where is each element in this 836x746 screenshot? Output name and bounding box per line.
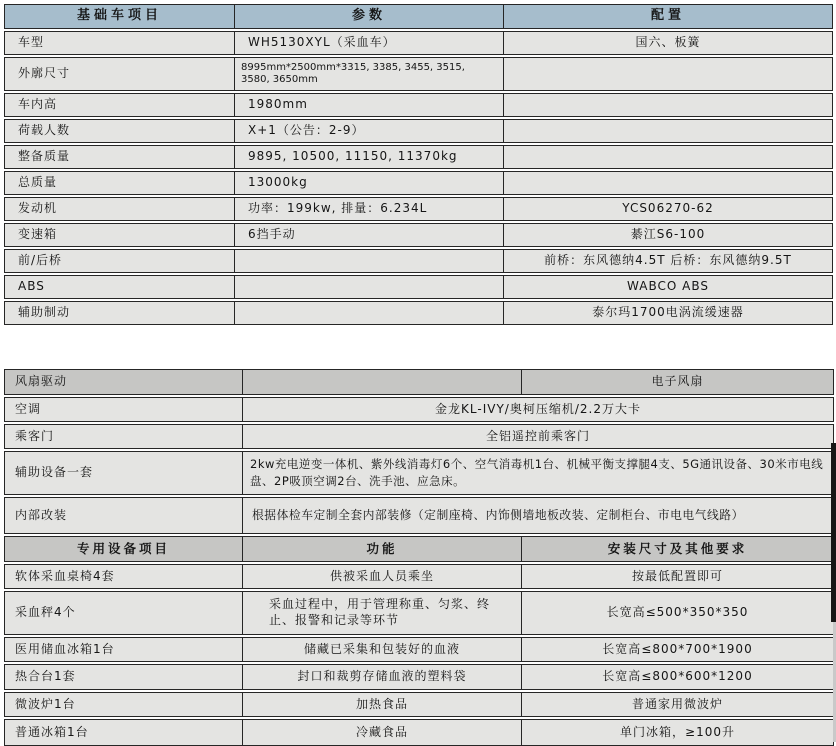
config-cell: 国六、板簧	[503, 31, 833, 55]
config-cell: WABCO ABS	[503, 275, 833, 299]
table-row-interior-refit	[4, 497, 835, 534]
table-row-gross-weight	[4, 171, 835, 195]
param-cell: 6挡手动	[234, 223, 504, 247]
function-cell: 冷藏食品	[242, 719, 522, 746]
item-cell: 车型	[4, 31, 235, 55]
function-cell: 储藏已采集和包装好的血液	[242, 637, 522, 662]
config-cell	[503, 93, 833, 117]
item-cell: 采血秤4个	[4, 591, 243, 635]
column-header-equipment-item: 专用设备项目	[4, 536, 243, 562]
table-row-microwave	[4, 692, 835, 717]
function-cell: 加热食品	[242, 692, 522, 717]
table-row-medical-blood-fridge	[4, 637, 835, 662]
base-table-header-row	[4, 4, 835, 29]
item-cell: 发动机	[4, 197, 235, 221]
value-cell: 根据体检车定制全套内部装修（定制座椅、内饰侧墙地板改装、定制柜台、市电电气线路）	[242, 497, 834, 534]
equipment-table	[4, 369, 835, 746]
param-cell	[234, 275, 504, 299]
table-row-blood-collection-chairs	[4, 564, 835, 589]
item-cell: 荷载人数	[4, 119, 235, 143]
function-cell: 采血过程中，用于管理称重、匀浆、终止、报警和记录等环节	[242, 591, 522, 635]
item-cell: ABS	[4, 275, 235, 299]
item-cell: 前/后桥	[4, 249, 235, 273]
item-cell: 微波炉1台	[4, 692, 243, 717]
param-cell: WH5130XYL（采血车）	[234, 31, 504, 55]
config-cell	[503, 171, 833, 195]
table-row-fan-drive	[4, 369, 835, 395]
requirement-cell: 单门冰箱，≥100升	[521, 719, 834, 746]
param-cell	[234, 249, 504, 273]
config-cell: 泰尔玛1700电涡流缓速器	[503, 301, 833, 325]
item-cell: 辅助设备一套	[4, 451, 243, 495]
item-cell: 内部改装	[4, 497, 243, 534]
value-cell: 2kw充电逆变一体机、紫外线消毒灯6个、空气消毒机1台、机械平衡支撑腿4支、5G通讯设备、30米市电线盘、2P吸顶空调2台、洗手池、应急床。	[242, 451, 834, 495]
item-cell: 车内高	[4, 93, 235, 117]
item-cell: 空调	[4, 397, 243, 422]
param-cell: X+1（公告：2-9）	[234, 119, 504, 143]
item-cell: 变速箱	[4, 223, 235, 247]
table-row-engine	[4, 197, 835, 221]
param-cell: 8995mm*2500mm*3315, 3385, 3455, 3515, 3580, 3650mm	[234, 57, 504, 91]
config-cell	[503, 57, 833, 91]
item-cell: 软体采血桌椅4套	[4, 564, 243, 589]
table-row-passenger-capacity	[4, 119, 835, 143]
config-cell: 綦江S6-100	[503, 223, 833, 247]
config-cell	[503, 145, 833, 169]
column-header-config: 配置	[503, 4, 833, 29]
param-cell	[234, 301, 504, 325]
table-row-auxiliary-brake	[4, 301, 835, 325]
column-header-base-item: 基础车项目	[4, 4, 235, 29]
table-row-outline-dimensions	[4, 57, 835, 91]
param-cell: 9895, 10500, 11150, 11370kg	[234, 145, 504, 169]
requirement-cell: 长宽高≤800*600*1200	[521, 664, 834, 690]
column-header-install-requirements: 安装尺寸及其他要求	[521, 536, 834, 562]
param-cell	[242, 369, 522, 395]
config-cell: YCS06270-62	[503, 197, 833, 221]
config-cell: 电子风扇	[521, 369, 834, 395]
config-cell: 前桥：东风德纳4.5T 后桥：东风德纳9.5T	[503, 249, 833, 273]
requirement-cell: 普通家用微波炉	[521, 692, 834, 717]
table-row-blood-scales	[4, 591, 835, 635]
param-cell: 13000kg	[234, 171, 504, 195]
table-row-axles	[4, 249, 835, 273]
item-cell: 热合台1套	[4, 664, 243, 690]
item-cell: 外廓尺寸	[4, 57, 235, 91]
param-cell: 功率：199kw, 排量：6.234L	[234, 197, 504, 221]
table-row-interior-height	[4, 93, 835, 117]
item-cell: 辅助制动	[4, 301, 235, 325]
item-cell: 总质量	[4, 171, 235, 195]
function-cell: 封口和裁剪存储血液的塑料袋	[242, 664, 522, 690]
equipment-header-row	[4, 536, 835, 562]
table-row-heat-sealer	[4, 664, 835, 690]
item-cell: 乘客门	[4, 424, 243, 449]
config-cell	[503, 119, 833, 143]
value-cell: 金龙KL-IVY/奥柯压缩机/2.2万大卡	[242, 397, 834, 422]
requirement-cell: 长宽高≤800*700*1900	[521, 637, 834, 662]
table-row-curb-weight	[4, 145, 835, 169]
table-row-vehicle-model	[4, 31, 835, 55]
table-row-air-conditioner	[4, 397, 835, 422]
column-header-function: 功能	[242, 536, 522, 562]
requirement-cell: 长宽高≤500*350*350	[521, 591, 834, 635]
table-separator	[4, 327, 835, 369]
table-row-gearbox	[4, 223, 835, 247]
item-cell: 医用储血冰箱1台	[4, 637, 243, 662]
scan-edge-artifact-dark	[831, 443, 836, 622]
table-row-abs	[4, 275, 835, 299]
column-header-param: 参数	[234, 4, 504, 29]
item-cell: 整备质量	[4, 145, 235, 169]
item-cell: 普通冰箱1台	[4, 719, 243, 746]
table-row-auxiliary-equipment	[4, 451, 835, 495]
value-cell: 全铝遥控前乘客门	[242, 424, 834, 449]
table-row-passenger-door	[4, 424, 835, 449]
param-cell: 1980mm	[234, 93, 504, 117]
item-cell: 风扇驱动	[4, 369, 243, 395]
function-cell: 供被采血人员乘坐	[242, 564, 522, 589]
requirement-cell: 按最低配置即可	[521, 564, 834, 589]
base-vehicle-table	[4, 4, 835, 325]
